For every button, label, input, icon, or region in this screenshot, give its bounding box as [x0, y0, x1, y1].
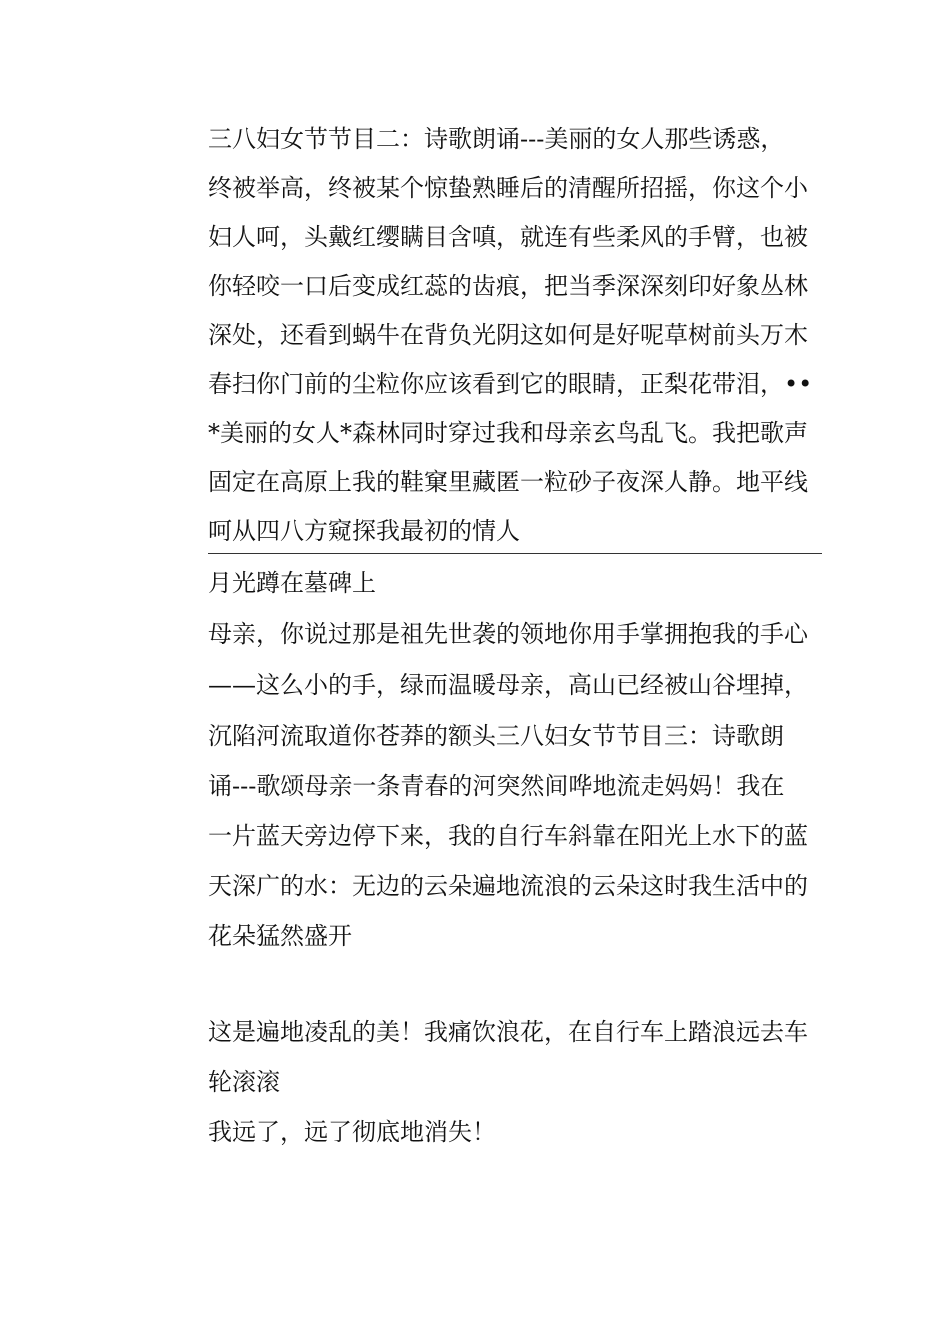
text-line: 母亲，你说过那是祖先世袭的领地你用手掌拥抱我的手心 [208, 620, 808, 648]
text-line: 终被举高，终被某个惊蛰熟睡后的清醒所招摇，你这个小 [208, 174, 808, 202]
text-line: ——这么小的手，绿而温暖母亲，高山已经被山谷埋掉， [208, 671, 808, 699]
text-line: 沉陷河流取道你苍莽的额头三八妇女节节目三：诗歌朗 [208, 722, 784, 750]
text-line: 你轻咬一口后变成红蕊的齿痕，把当季深深刻印好象丛林 [208, 272, 808, 300]
text-line: *美丽的女人*森林同时穿过我和母亲玄鸟乱飞。我把歌声 [208, 419, 808, 447]
text-line: 花朵猛然盛开 [208, 922, 352, 950]
text-line: 轮滚滚 [208, 1068, 280, 1096]
text-line: 一片蓝天旁边停下来，我的自行车斜靠在阳光上水下的蓝 [208, 822, 808, 850]
text-line: 三八妇女节节目二：诗歌朗诵---美丽的女人那些诱惑， [208, 125, 785, 153]
text-line: 诵---歌颂母亲一条青春的河突然间哗地流走妈妈！我在 [208, 772, 785, 800]
text-line: 固定在高原上我的鞋窠里藏匿一粒砂子夜深人静。地平线 [208, 468, 808, 496]
text-line: 呵从四八方窥探我最初的情人 [208, 517, 520, 545]
text-line: 月光蹲在墓碑上 [208, 569, 376, 597]
text-line: 深处，还看到蜗牛在背负光阴这如何是好呢草树前头万木 [208, 321, 808, 349]
text-line: 天深广的水：无边的云朵遍地流浪的云朵这时我生活中的 [208, 872, 808, 900]
text-line: 妇人呵，头戴红缨瞒目含嗔，就连有些柔风的手臂，也被 [208, 223, 808, 251]
horizontal-divider [208, 553, 822, 554]
text-line: 春扫你门前的尘粒你应该看到它的眼睛，正梨花带泪，•• [208, 370, 813, 398]
text-line: 我远了，远了彻底地消失！ [208, 1118, 496, 1146]
text-line: 这是遍地凌乱的美！我痛饮浪花，在自行车上踏浪远去车 [208, 1018, 808, 1046]
